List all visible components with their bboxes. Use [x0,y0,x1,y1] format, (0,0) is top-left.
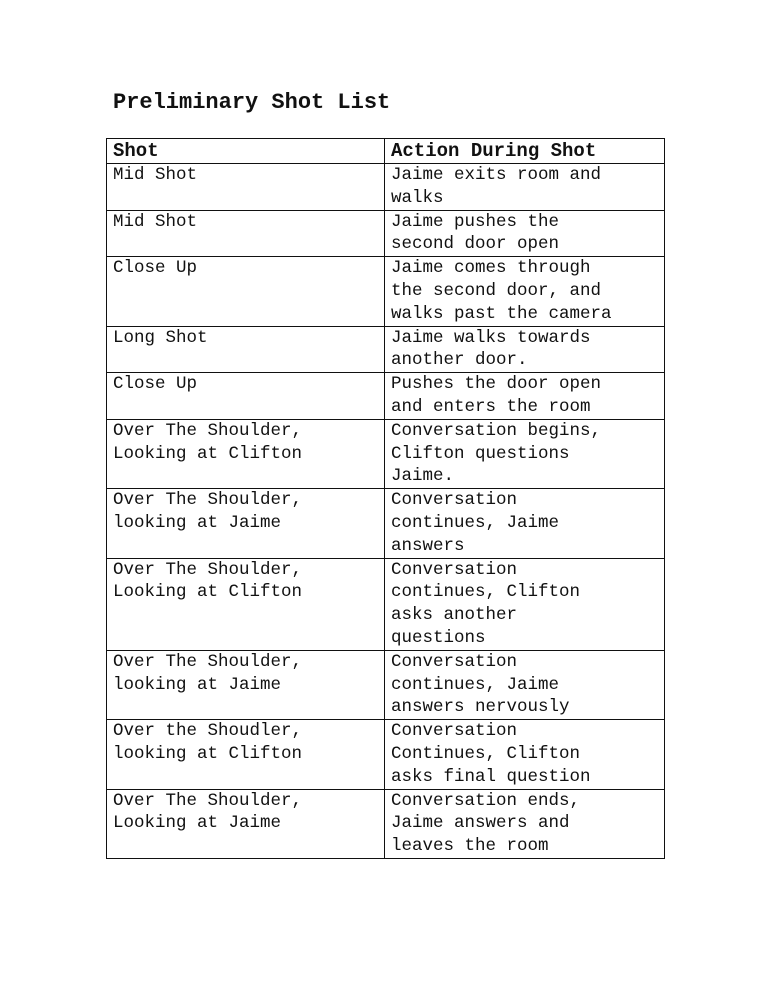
shot-cell: Over The Shoulder, Looking at Clifton [107,419,385,488]
action-cell: Conversation begins, Clifton questions Jaime. [385,419,665,488]
table-row [107,419,665,488]
action-cell: Conversation continues, Clifton asks another questions [385,558,665,650]
shot-list-table [106,138,665,859]
table-row [107,650,665,719]
table-row [107,720,665,789]
table-row [107,373,665,420]
table-header-row [107,139,665,164]
column-header-shot: Shot [107,139,385,164]
table-row [107,489,665,558]
shot-cell: Over The Shoulder, looking at Jaime [107,650,385,719]
action-cell: Jaime walks towards another door. [385,326,665,373]
shot-cell: Long Shot [107,326,385,373]
action-cell: Jaime pushes the second door open [385,210,665,257]
action-cell: Jaime exits room and walks [385,164,665,211]
column-header-action: Action During Shot [385,139,665,164]
document-title: Preliminary Shot List [113,90,391,115]
table-row [107,558,665,650]
shot-cell: Over The Shoulder, Looking at Clifton [107,558,385,650]
table-row [107,164,665,211]
action-cell: Pushes the door open and enters the room [385,373,665,420]
shot-cell: Over the Shoudler, looking at Clifton [107,720,385,789]
action-cell: Jaime comes through the second door, and walks past the camera [385,257,665,326]
table-row [107,210,665,257]
shot-cell: Close Up [107,373,385,420]
action-cell: Conversation ends, Jaime answers and leaves the room [385,789,665,858]
shot-cell: Mid Shot [107,210,385,257]
shot-cell: Close Up [107,257,385,326]
action-cell: Conversation continues, Jaime answers [385,489,665,558]
table-row [107,789,665,858]
shot-cell: Over The Shoulder, looking at Jaime [107,489,385,558]
table-row [107,257,665,326]
shot-cell: Mid Shot [107,164,385,211]
action-cell: Conversation Continues, Clifton asks final question [385,720,665,789]
shot-cell: Over The Shoulder, Looking at Jaime [107,789,385,858]
table-row [107,326,665,373]
action-cell: Conversation continues, Jaime answers nervously [385,650,665,719]
